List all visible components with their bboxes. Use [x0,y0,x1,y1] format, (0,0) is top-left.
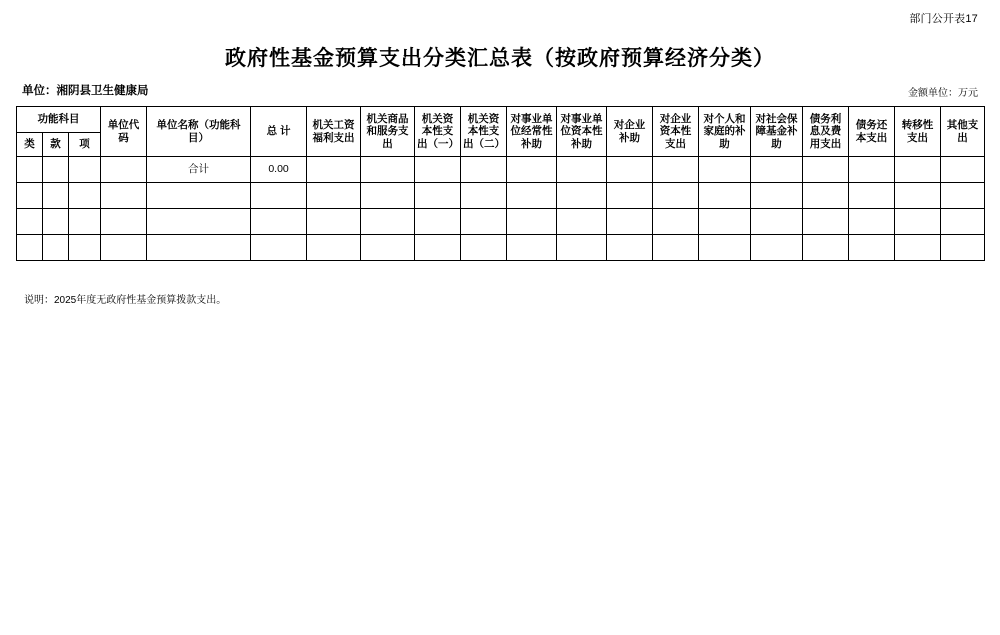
cell-value-3 [461,157,507,183]
header-col-1: 机关商品和服务支出 [361,107,415,157]
cell-kuan [43,157,69,183]
cell-value-9 [751,183,803,209]
cell-value-13 [941,209,985,235]
header-col-6: 对企业补助 [607,107,653,157]
cell-value-2 [415,157,461,183]
cell-value-7 [653,157,699,183]
cell-value-1 [361,183,415,209]
cell-value-3 [461,209,507,235]
cell-value-2 [415,209,461,235]
budget-table [16,106,985,261]
cell-value-2 [415,183,461,209]
cell-xiang [69,235,101,261]
header-col-3: 机关资本性支出（二） [461,107,507,157]
cell-value-10 [803,209,849,235]
cell-value-1 [361,235,415,261]
footer-note: 说明：2025年度无政府性基金预算拨款支出。 [24,295,227,306]
amount-unit-label: 金额单位：万元 [908,88,978,99]
cell-value-10 [803,183,849,209]
cell-total [251,209,307,235]
header-kuan: 款 [43,133,69,157]
table-row [17,157,985,183]
cell-value-4 [507,209,557,235]
cell-unit-name: 合计 [147,157,251,183]
cell-value-3 [461,235,507,261]
cell-kuan [43,183,69,209]
table-head [17,107,985,157]
table-row [17,235,985,261]
cell-value-9 [751,235,803,261]
cell-lei [17,235,43,261]
cell-value-12 [895,157,941,183]
cell-value-0 [307,235,361,261]
page-title: 政府性基金预算支出分类汇总表（按政府预算经济分类） [225,45,775,70]
header-unit-name: 单位名称（功能科目） [147,107,251,157]
cell-xiang [69,209,101,235]
cell-value-6 [607,209,653,235]
cell-lei [17,209,43,235]
header-unit-code: 单位代码 [101,107,147,157]
cell-value-9 [751,157,803,183]
cell-value-2 [415,235,461,261]
cell-value-7 [653,183,699,209]
cell-value-7 [653,235,699,261]
cell-value-1 [361,209,415,235]
cell-value-8 [699,209,751,235]
cell-unit-code [101,209,147,235]
header-lei: 类 [17,133,43,157]
table-row [17,183,985,209]
cell-value-13 [941,183,985,209]
cell-value-5 [557,209,607,235]
cell-value-11 [849,209,895,235]
cell-value-13 [941,157,985,183]
cell-unit-code [101,235,147,261]
cell-value-4 [507,235,557,261]
cell-value-0 [307,209,361,235]
cell-kuan [43,235,69,261]
table-row [17,209,985,235]
meta-row [22,82,978,98]
cell-value-5 [557,183,607,209]
cell-value-6 [607,235,653,261]
cell-value-6 [607,183,653,209]
cell-value-6 [607,157,653,183]
cell-value-10 [803,157,849,183]
cell-value-12 [895,235,941,261]
cell-lei [17,183,43,209]
header-col-2: 机关资本性支出（一） [415,107,461,157]
cell-unit-name [147,209,251,235]
header-function-subject: 功能科目 [17,107,101,133]
header-row-1 [17,107,985,133]
cell-value-5 [557,157,607,183]
header-col-4: 对事业单位经常性补助 [507,107,557,157]
cell-value-7 [653,209,699,235]
cell-unit-name [147,183,251,209]
cell-value-11 [849,235,895,261]
header-col-12: 转移性支出 [895,107,941,157]
header-xiang: 项 [69,133,101,157]
cell-lei [17,157,43,183]
cell-value-12 [895,183,941,209]
header-col-0: 机关工资福利支出 [307,107,361,157]
cell-value-8 [699,235,751,261]
header-col-8: 对个人和家庭的补助 [699,107,751,157]
cell-unit-code [101,183,147,209]
header-col-9: 对社会保障基金补助 [751,107,803,157]
cell-unit-code [101,157,147,183]
header-col-7: 对企业资本性支出 [653,107,699,157]
cell-value-0 [307,157,361,183]
cell-value-9 [751,209,803,235]
cell-value-13 [941,235,985,261]
header-col-5: 对事业单位资本性补助 [557,107,607,157]
cell-value-4 [507,183,557,209]
cell-value-10 [803,235,849,261]
header-col-13: 其他支出 [941,107,985,157]
cell-value-11 [849,183,895,209]
cell-total [251,235,307,261]
cell-value-3 [461,183,507,209]
cell-kuan [43,209,69,235]
cell-value-8 [699,157,751,183]
cell-unit-name [147,235,251,261]
cell-value-4 [507,157,557,183]
cell-xiang [69,157,101,183]
header-total: 总 计 [251,107,307,157]
cell-value-1 [361,157,415,183]
cell-value-11 [849,157,895,183]
cell-total: 0.00 [251,157,307,183]
cell-value-5 [557,235,607,261]
unit-label: 单位：湘阴县卫生健康局 [22,85,149,97]
header-col-10: 债务利息及费用支出 [803,107,849,157]
cell-value-0 [307,183,361,209]
cell-value-8 [699,183,751,209]
cell-value-12 [895,209,941,235]
cell-xiang [69,183,101,209]
table-body [17,157,985,261]
cell-total [251,183,307,209]
header-col-11: 债务还本支出 [849,107,895,157]
form-code-label: 部门公开表17 [909,13,978,25]
